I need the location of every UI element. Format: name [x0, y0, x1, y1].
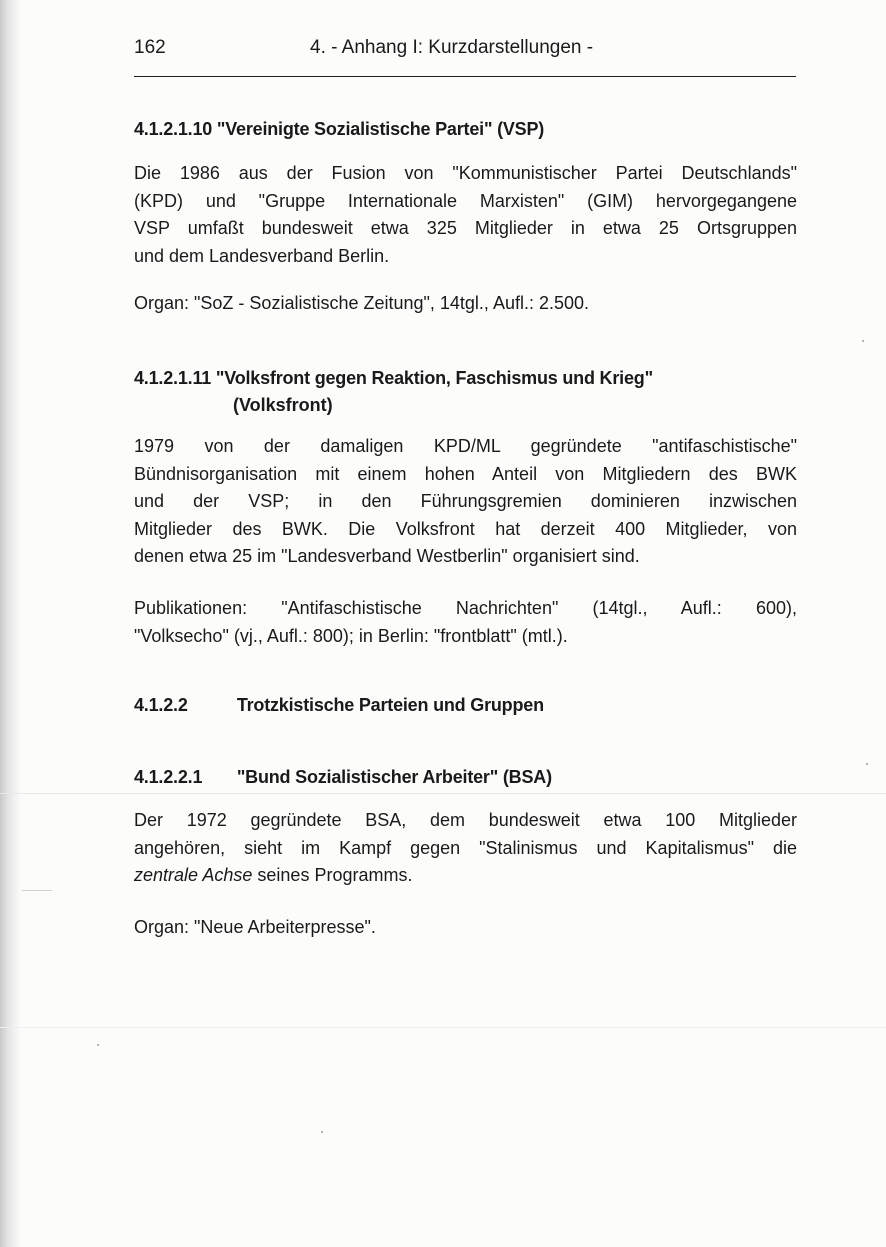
scan-speck — [866, 763, 868, 765]
text-fragment: seines Programms. — [252, 865, 413, 885]
running-title: 4. - Anhang I: Kurzdarstellungen - — [310, 37, 594, 58]
scan-artifact-line — [0, 1027, 886, 1028]
text-line: denen etwa 25 im "Landesverband Westberlin" organisiert sind. — [134, 546, 640, 566]
paragraph-bsa-organ — [134, 914, 797, 942]
text-line: (KPD) und "Gruppe Internationale Marxisten" (GIM) hervorgegangene — [134, 190, 797, 211]
text-line: Organ: "Neue Arbeiterpresse". — [134, 917, 376, 937]
section-number: 4.1.2.2 — [134, 695, 188, 715]
text-line: und dem Landesverband Berlin. — [134, 245, 390, 266]
text-line: Mitglieder des BWK. Die Volksfront hat derzeit 400 Mitglieder, von — [134, 518, 797, 539]
text-line: Publikationen: "Antifaschistische Nachrichten" (14tgl., Aufl.: 600), — [134, 598, 797, 618]
scan-artifact-line — [22, 890, 52, 891]
scan-speck — [97, 1044, 99, 1046]
text-line: Organ: "SoZ - Sozialistische Zeitung", 14tgl., Aufl.: 2.500. — [134, 293, 590, 313]
section-title: "Volksfront gegen Reaktion, Faschismus und Krieg" — [215, 368, 653, 388]
section-heading-volksfront — [134, 366, 653, 390]
text-line: 1979 von der damaligen KPD/ML gegründete "antifaschistische" — [134, 436, 797, 456]
binding-shadow — [0, 0, 22, 1247]
text-line: Bündnisorganisation mit einem hohen Anteil von Mitgliedern des BWK — [134, 463, 797, 484]
text-line: Die 1986 aus der Fusion von "Kommunistischer Partei Deutschlands" — [134, 163, 797, 183]
page-number: 162 — [134, 37, 166, 58]
section-heading-trotzkist — [134, 693, 544, 717]
scan-speck — [862, 340, 864, 342]
paragraph-vsp-body — [134, 160, 797, 270]
paragraph-bsa-body — [134, 807, 797, 890]
section-number: 4.1.2.1.11 — [134, 368, 212, 388]
text-line: Der 1972 gegründete BSA, dem bundesweit etwa 100 Mitglieder — [134, 810, 797, 830]
emphasis-text: zentrale Achse — [134, 865, 253, 885]
section-title: "Vereinigte Sozialistische Partei" (VSP) — [216, 119, 545, 139]
section-title-continued: (Volksfront) — [233, 395, 333, 415]
text-line: und der VSP; in den Führungsgremien dominieren inzwischen — [134, 491, 797, 511]
scan-speck — [321, 1131, 323, 1133]
paragraph-volksfront-publications — [134, 595, 797, 650]
section-title: "Bund Sozialistischer Arbeiter" (BSA) — [236, 767, 552, 787]
section-heading-vsp — [134, 117, 544, 141]
section-number: 4.1.2.2.1 — [134, 767, 203, 787]
section-heading-bsa — [134, 765, 552, 789]
text-line: "Volksecho" (vj., Aufl.: 800); in Berlin: "frontblatt" (mtl.). — [134, 625, 568, 646]
paragraph-volksfront-body — [134, 433, 797, 571]
section-number: 4.1.2.1.10 — [134, 119, 213, 139]
text-line: angehören, sieht im Kampf gegen "Stalinismus und Kapitalismus" die — [134, 837, 797, 858]
text-line — [134, 862, 797, 890]
paragraph-vsp-organ — [134, 290, 797, 318]
section-title: Trotzkistische Parteien und Gruppen — [236, 695, 544, 715]
scan-artifact-line — [0, 793, 886, 794]
page-header — [134, 36, 796, 77]
text-line: VSP umfaßt bundesweit etwa 325 Mitglieder in etwa 25 Ortsgruppen — [134, 218, 797, 238]
